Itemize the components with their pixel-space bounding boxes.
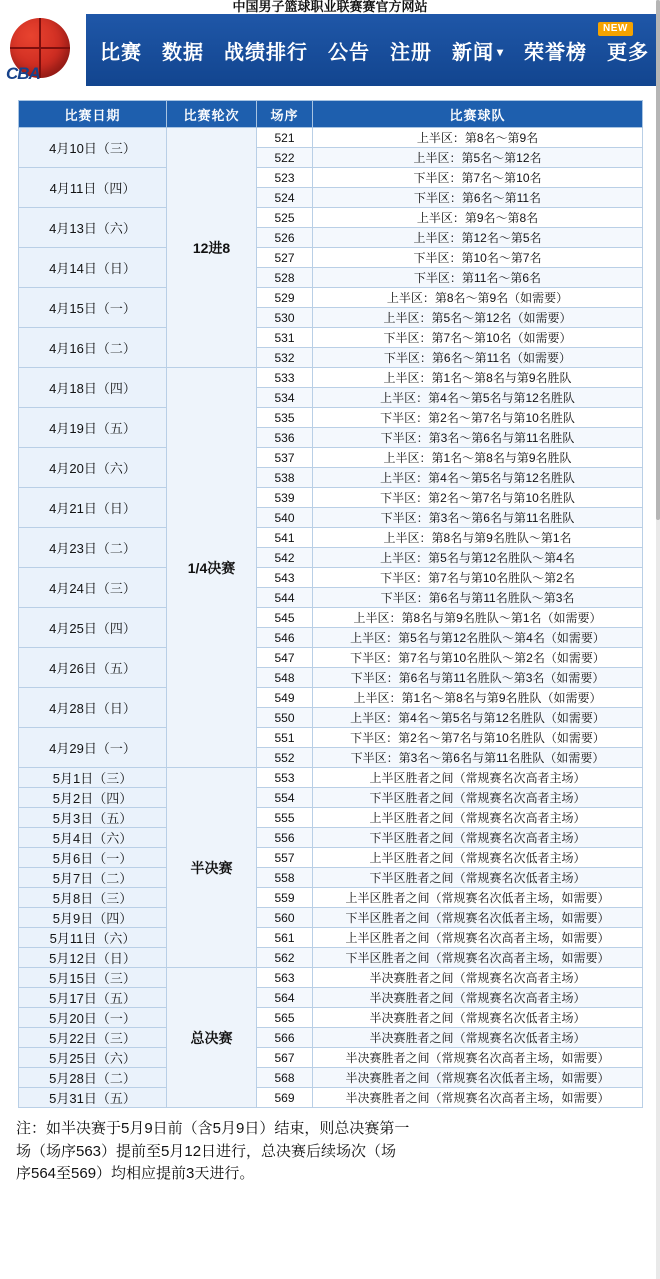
cell-teams: 上半区胜者之间（常规赛名次低者主场） [313,848,643,868]
cell-game-number: 535 [257,408,313,428]
cell-date: 5月28日（二） [19,1068,167,1088]
cell-date: 4月25日（四） [19,608,167,648]
table-row [19,688,643,708]
cell-teams: 下半区胜者之间（常规赛名次低者主场，如需要） [313,908,643,928]
cell-game-number: 533 [257,368,313,388]
cell-teams: 上半区胜者之间（常规赛名次高者主场） [313,808,643,828]
site-navbar [0,14,660,86]
nav-item-honors[interactable] [524,36,587,65]
cell-game-number: 529 [257,288,313,308]
headline-strip: 中国男子篮球职业联赛赛官方网站 [232,0,428,14]
cell-teams: 下半区：第7名与第10名胜队～第2名（如需要） [313,648,643,668]
cell-game-number: 530 [257,308,313,328]
cell-teams: 上半区：第5名～第12名 [313,148,643,168]
cell-game-number: 567 [257,1048,313,1068]
cell-teams: 下半区：第2名～第7名与第10名胜队 [313,488,643,508]
table-row [19,608,643,628]
cell-date: 5月15日（三） [19,968,167,988]
cell-round: 总决赛 [167,968,257,1108]
cell-game-number: 552 [257,748,313,768]
cell-teams: 半决赛胜者之间（常规赛名次高者主场，如需要） [313,1048,643,1068]
cell-teams: 上半区：第8名～第9名（如需要） [313,288,643,308]
table-row [19,948,643,968]
cell-game-number: 540 [257,508,313,528]
cell-teams: 半决赛胜者之间（常规赛名次高者主场，如需要） [313,1088,643,1108]
cell-game-number: 555 [257,808,313,828]
cell-date: 5月25日（六） [19,1048,167,1068]
new-badge: NEW [598,22,633,36]
cell-date: 4月24日（三） [19,568,167,608]
col-header-round: 比赛轮次 [167,101,257,128]
cell-game-number: 526 [257,228,313,248]
table-row [19,968,643,988]
cell-teams: 上半区：第5名与第12名胜队～第4名 [313,548,643,568]
nav-item-games[interactable] [100,36,142,65]
cell-date: 4月14日（日） [19,248,167,288]
table-row [19,868,643,888]
cell-date: 4月19日（五） [19,408,167,448]
cell-game-number: 549 [257,688,313,708]
cell-game-number: 521 [257,128,313,148]
cell-game-number: 528 [257,268,313,288]
cell-teams: 下半区胜者之间（常规赛名次低者主场） [313,868,643,888]
table-row [19,168,643,188]
cell-date: 5月2日（四） [19,788,167,808]
cell-date: 5月31日（五） [19,1088,167,1108]
cell-game-number: 532 [257,348,313,368]
cell-game-number: 536 [257,428,313,448]
table-row [19,788,643,808]
table-row [19,208,643,228]
cell-teams: 上半区胜者之间（常规赛名次高者主场） [313,768,643,788]
table-row [19,888,643,908]
cell-game-number: 542 [257,548,313,568]
table-row [19,768,643,788]
cell-round: 半决赛 [167,768,257,968]
table-row [19,448,643,468]
cell-teams: 半决赛胜者之间（常规赛名次低者主场，如需要） [313,1068,643,1088]
cell-date: 4月20日（六） [19,448,167,488]
cell-game-number: 548 [257,668,313,688]
cell-teams: 下半区：第6名与第11名胜队～第3名（如需要） [313,668,643,688]
table-row [19,408,643,428]
cell-teams: 上半区：第12名～第5名 [313,228,643,248]
col-header-date: 比赛日期 [19,101,167,128]
cell-teams: 上半区：第1名～第8名与第9名胜队 [313,368,643,388]
cell-teams: 上半区胜者之间（常规赛名次高者主场，如需要） [313,928,643,948]
cba-logo[interactable] [0,14,86,86]
nav-item-data[interactable] [162,36,204,65]
cell-teams: 半决赛胜者之间（常规赛名次低者主场） [313,1028,643,1048]
nav-item-standings[interactable] [224,36,308,65]
cell-date: 5月6日（一） [19,848,167,868]
cell-game-number: 527 [257,248,313,268]
nav-item-news[interactable] [452,36,504,65]
cell-game-number: 551 [257,728,313,748]
cell-date: 4月23日（二） [19,528,167,568]
cell-game-number: 554 [257,788,313,808]
cell-teams: 下半区：第6名～第11名（如需要） [313,348,643,368]
col-header-teams: 比赛球队 [313,101,643,128]
cell-teams: 上半区：第4名～第5名与第12名胜队 [313,388,643,408]
chevron-down-icon: ▾ [497,45,505,59]
cell-teams: 上半区：第8名与第9名胜队～第1名（如需要） [313,608,643,628]
cell-game-number: 547 [257,648,313,668]
table-row [19,1048,643,1068]
cell-game-number: 556 [257,828,313,848]
cell-game-number: 546 [257,628,313,648]
nav-item-label: 比赛 [100,41,142,64]
cell-game-number: 543 [257,568,313,588]
cell-date: 4月26日（五） [19,648,167,688]
cell-teams: 上半区：第9名～第8名 [313,208,643,228]
cell-game-number: 550 [257,708,313,728]
cell-date: 4月11日（四） [19,168,167,208]
table-row [19,368,643,388]
cell-teams: 下半区：第2名～第7名与第10名胜队（如需要） [313,728,643,748]
cell-round: 1/4决赛 [167,368,257,768]
table-row [19,808,643,828]
cell-date: 5月11日（六） [19,928,167,948]
cell-game-number: 569 [257,1088,313,1108]
cell-teams: 下半区：第3名～第6名与第11名胜队 [313,428,643,448]
cell-teams: 下半区：第6名～第11名 [313,188,643,208]
cell-teams: 上半区：第5名与第12名胜队～第4名（如需要） [313,628,643,648]
cell-teams: 上半区胜者之间（常规赛名次低者主场，如需要） [313,888,643,908]
cell-teams: 上半区：第1名～第8名与第9名胜队（如需要） [313,688,643,708]
cell-game-number: 568 [257,1068,313,1088]
cell-date: 4月10日（三） [19,128,167,168]
cell-game-number: 531 [257,328,313,348]
cell-date: 5月22日（三） [19,1028,167,1048]
table-row [19,828,643,848]
cell-date: 4月21日（日） [19,488,167,528]
cell-date: 4月13日（六） [19,208,167,248]
footnote-line-1: 注：如半决赛于5月9日前（含5月9日）结束，则总决赛第一 [16,1120,410,1137]
footnote-line-3: 序564至569）均相应提前3天进行。 [16,1165,255,1182]
cell-game-number: 539 [257,488,313,508]
cell-game-number: 558 [257,868,313,888]
table-row [19,128,643,148]
cell-game-number: 523 [257,168,313,188]
cell-game-number: 565 [257,1008,313,1028]
cell-game-number: 538 [257,468,313,488]
table-row [19,928,643,948]
cell-date: 5月17日（五） [19,988,167,1008]
nav-item-label: 公告 [328,41,370,64]
cell-teams: 下半区：第11名～第6名 [313,268,643,288]
cell-teams: 上半区：第1名～第8名与第9名胜队 [313,448,643,468]
cell-date: 5月8日（三） [19,888,167,908]
footnote-line-2: 场（场序563）提前至5月12日进行，总决赛后续场次（场 [16,1142,397,1160]
cell-date: 4月29日（一） [19,728,167,768]
cell-date: 4月28日（日） [19,688,167,728]
cell-game-number: 566 [257,1028,313,1048]
table-row [19,908,643,928]
table-row [19,988,643,1008]
cell-date: 5月1日（三） [19,768,167,788]
cell-teams: 下半区：第7名～第10名 [313,168,643,188]
cell-game-number: 563 [257,968,313,988]
page-scrollbar-thumb[interactable] [656,0,660,520]
cell-teams: 下半区：第3名～第6名与第11名胜队（如需要） [313,748,643,768]
nav-item-label: 注册 [390,41,432,64]
table-row [19,568,643,588]
table-row [19,528,643,548]
cell-teams: 下半区胜者之间（常规赛名次高者主场） [313,828,643,848]
nav-item-more[interactable] [607,36,649,65]
nav-item-register[interactable] [390,36,432,65]
table-row [19,848,643,868]
nav-item-announcements[interactable] [328,36,370,65]
cell-game-number: 560 [257,908,313,928]
nav-item-label: 荣誉榜 [524,41,588,64]
cell-teams: 上半区：第5名～第12名（如需要） [313,308,643,328]
cell-game-number: 522 [257,148,313,168]
cell-date: 4月16日（二） [19,328,167,368]
cell-game-number: 534 [257,388,313,408]
table-header-row [19,101,643,128]
table-row [19,248,643,268]
cell-teams: 下半区：第6名与第11名胜队～第3名 [313,588,643,608]
footnote [0,1108,660,1190]
cell-game-number: 557 [257,848,313,868]
cell-game-number: 524 [257,188,313,208]
cell-date: 5月20日（一） [19,1008,167,1028]
cell-teams: 下半区：第2名～第7名与第10名胜队 [313,408,643,428]
table-row [19,1068,643,1088]
cell-teams: 下半区：第3名～第6名与第11名胜队 [313,508,643,528]
cell-date: 5月7日（二） [19,868,167,888]
cell-date: 5月3日（五） [19,808,167,828]
cell-date: 5月9日（四） [19,908,167,928]
nav-item-label: 数据 [162,41,204,64]
cell-teams: 下半区：第7名与第10名胜队～第2名 [313,568,643,588]
schedule-table [18,100,643,1108]
table-row [19,288,643,308]
cell-game-number: 553 [257,768,313,788]
cell-game-number: 537 [257,448,313,468]
cell-teams: 下半区胜者之间（常规赛名次高者主场，如需要） [313,948,643,968]
cell-teams: 下半区胜者之间（常规赛名次高者主场） [313,788,643,808]
cell-game-number: 564 [257,988,313,1008]
table-row [19,1028,643,1048]
cell-teams: 下半区：第10名～第7名 [313,248,643,268]
cell-teams: 半决赛胜者之间（常规赛名次低者主场） [313,1008,643,1028]
cell-game-number: 561 [257,928,313,948]
logo-wordmark: CBA [6,64,40,83]
nav-item-label: 新闻 [452,41,494,64]
cell-game-number: 562 [257,948,313,968]
cell-game-number: 525 [257,208,313,228]
cell-game-number: 541 [257,528,313,548]
table-row [19,1008,643,1028]
cell-game-number: 544 [257,588,313,608]
table-row [19,1088,643,1108]
nav-item-label: 更多 [607,41,650,64]
cell-teams: 半决赛胜者之间（常规赛名次高者主场） [313,988,643,1008]
cell-teams: 下半区：第7名～第10名（如需要） [313,328,643,348]
cell-round: 12进8 [167,128,257,368]
cell-teams: 上半区：第8名与第9名胜队～第1名 [313,528,643,548]
cell-teams: 上半区：第4名～第5名与第12名胜队 [313,468,643,488]
cell-date: 5月12日（日） [19,948,167,968]
page-scrollbar-track[interactable] [656,0,660,1279]
table-row [19,728,643,748]
cell-game-number: 545 [257,608,313,628]
cell-teams: 半决赛胜者之间（常规赛名次高者主场） [313,968,643,988]
cell-date: 4月18日（四） [19,368,167,408]
cell-teams: 上半区：第4名～第5名与第12名胜队（如需要） [313,708,643,728]
cell-date: 5月4日（六） [19,828,167,848]
table-body [19,128,643,1108]
cell-teams: 上半区：第8名～第9名 [313,128,643,148]
nav-item-label: 战绩排行 [224,41,308,64]
schedule-table-wrap [0,86,660,1108]
table-row [19,488,643,508]
table-row [19,328,643,348]
cell-date: 4月15日（一） [19,288,167,328]
table-row [19,648,643,668]
cell-game-number: 559 [257,888,313,908]
col-header-no: 场序 [257,101,313,128]
nav-items [86,36,649,65]
